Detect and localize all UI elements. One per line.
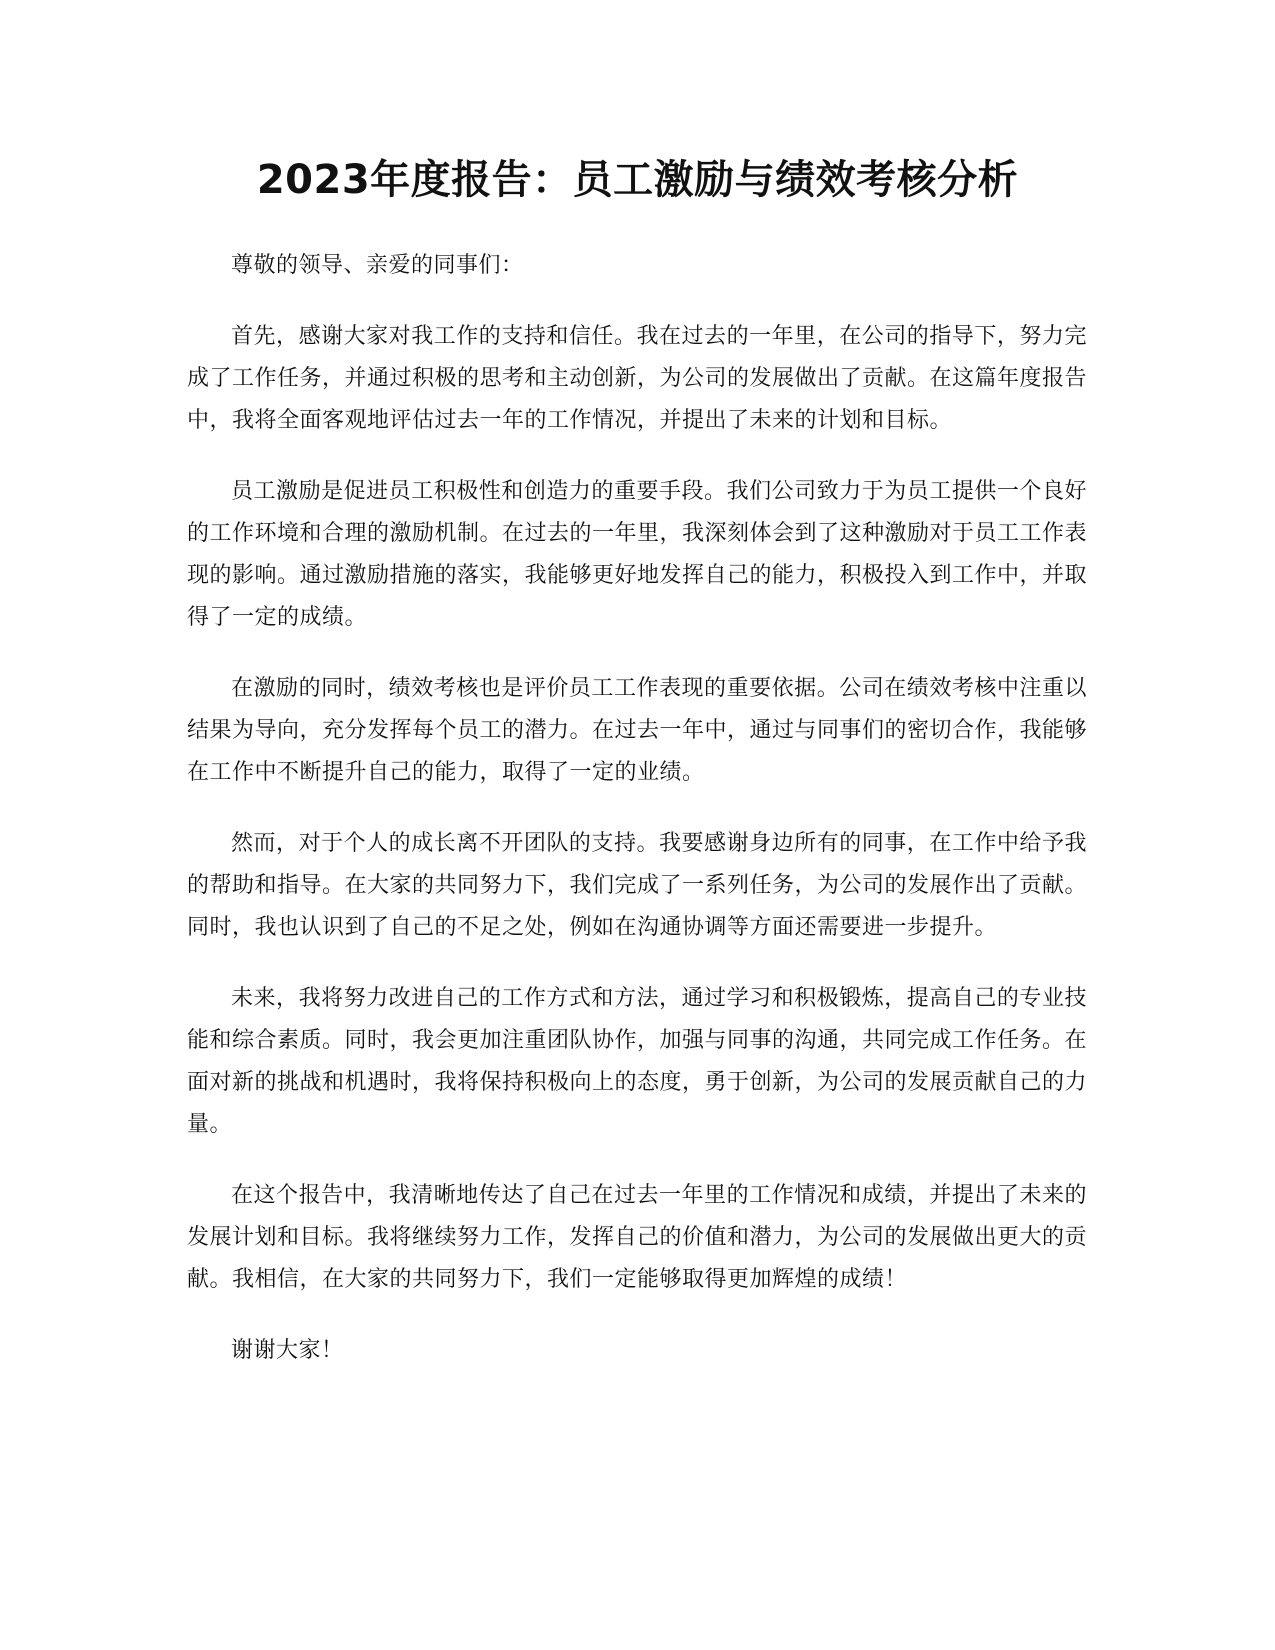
body-paragraph: 首先，感谢大家对我工作的支持和信任。我在过去的一年里，在公司的指导下，努力完成了工作任务，并通过积极的思考和主动创新，为公司的发展做出了贡献。在这篇年度报告中，我将全面客观地评估过去一年的工作情况，并提出了未来的计划和目标。: [187, 324, 1088, 433]
body-paragraph: 在激励的同时，绩效考核也是评价员工工作表现的重要依据。公司在绩效考核中注重以结果为导向，充分发挥每个员工的潜力。在过去一年中，通过与同事们的密切合作，我能够在工作中不断提升自己的能力，取得了一定的业绩。: [187, 676, 1088, 785]
body-paragraph: 在这个报告中，我清晰地传达了自己在过去一年里的工作情况和成绩，并提出了未来的发展计划和目标。我将继续努力工作，发挥自己的价值和潜力，为公司的发展做出更大的贡献。我相信，在大家的共同努力下，我们一定能够取得更加辉煌的成绩！: [187, 1183, 1088, 1292]
body-paragraph: 未来，我将努力改进自己的工作方式和方法，通过学习和积极锻炼，提高自己的专业技能和综合素质。同时，我会更加注重团队协作，加强与同事的沟通，共同完成工作任务。在面对新的挑战和机遇时，我将保持积极向上的态度，勇于创新，为公司的发展贡献自己的力量。: [187, 986, 1088, 1137]
document-title: 2023年度报告：员工激励与绩效考核分析: [256, 157, 1019, 203]
closing-paragraph: 谢谢大家！: [231, 1338, 344, 1363]
salutation-paragraph: 尊敬的领导、亲爱的同事们：: [231, 253, 524, 278]
document-body: [187, 245, 1087, 1401]
body-paragraph: 员工激励是促进员工积极性和创造力的重要手段。我们公司致力于为员工提供一个良好的工作环境和合理的激励机制。在过去的一年里，我深刻体会到了这种激励对于员工工作表现的影响。通过激励措施的落实，我能够更好地发挥自己的能力，积极投入到工作中，并取得了一定的成绩。: [187, 479, 1088, 630]
body-paragraph: 然而，对于个人的成长离不开团队的支持。我要感谢身边所有的同事，在工作中给予我的帮助和指导。在大家的共同努力下，我们完成了一系列任务，为公司的发展作出了贡献。同时，我也认识到了自己的不足之处，例如在沟通协调等方面还需要进一步提升。: [187, 831, 1088, 940]
